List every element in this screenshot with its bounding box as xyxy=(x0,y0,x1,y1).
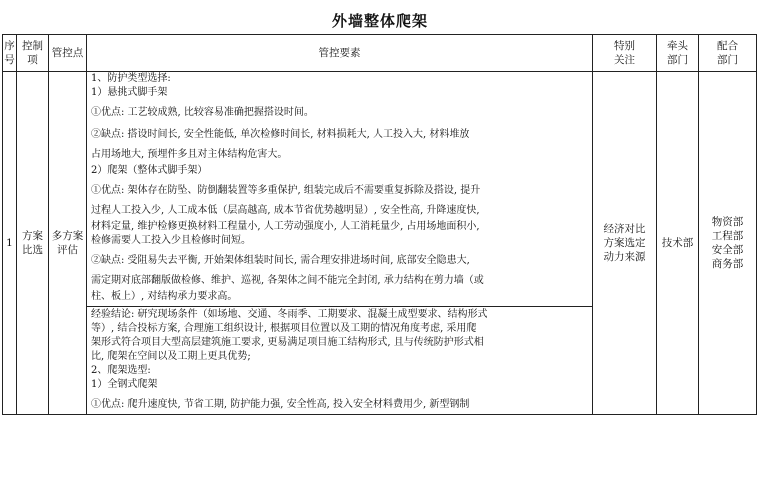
req-line: 等）, 结合投标方案, 合理施工组织设计, 根据项目位置以及工期的情况角度考虑, 采用爬 xyxy=(91,323,477,334)
header-special-attention xyxy=(593,35,657,72)
req-line: 2、爬架选型: xyxy=(91,365,151,376)
req-line: ①优点: 爬升速度快, 节省工期, 防护能力强, 安全性高, 投入安全材料费用少, 新型钢制 xyxy=(91,399,470,410)
row-coop-department xyxy=(699,72,757,415)
header-number-line1: 序 xyxy=(4,40,15,52)
header-coop-line1: 配合 xyxy=(717,40,738,52)
table-row xyxy=(3,72,757,415)
header-control-line2: 项 xyxy=(27,54,38,66)
coop-line1: 物资部 xyxy=(711,216,744,228)
header-control-point xyxy=(49,35,87,72)
header-control-item xyxy=(17,35,49,72)
header-lead-line2: 部门 xyxy=(667,54,688,66)
req-line: 检修需要人工投入少且检修时间短。 xyxy=(91,235,251,246)
req-line: 占用场地大, 预埋件多且对主体结构危害大。 xyxy=(91,149,288,160)
header-control-elements xyxy=(87,35,593,72)
row-control-elements xyxy=(87,72,593,415)
req-line: 架形式符合项目大型高层建筑施工要求, 更易满足项目施工结构形式, 且与传统防护形式相 xyxy=(91,337,484,348)
row-control-item xyxy=(17,72,49,415)
header-control-line1: 控制 xyxy=(22,40,43,52)
req-line: 需定期对底部翻版做检修、维护、巡视, 各架体之间不能完全封闭, 承力结构在剪力墙（或 xyxy=(91,275,484,286)
control-point-line1: 多方案 xyxy=(51,230,84,242)
row-special-attention xyxy=(593,72,657,415)
header-lead-line1: 牵头 xyxy=(667,40,688,52)
header-special-line1: 特别 xyxy=(614,40,635,52)
header-row xyxy=(3,35,757,72)
req-line: 过程人工投入少, 人工成本低（层高越高, 成本节省优势越明显）, 安全性高, 升降速度快, xyxy=(91,205,480,216)
req-line: 1、防护类型选择: xyxy=(91,73,171,84)
req-line: ①优点: 工艺较成熟, 比较容易准确把握搭设时间。 xyxy=(91,107,314,118)
req-line: ②缺点: 搭设时间长, 安全性能低, 单次检修时间长, 材料损耗大, 人工投入大, 材料堆放 xyxy=(91,129,470,140)
req-line: ①优点: 架体存在防坠、防倒翻装置等多重保护, 组装完成后不需要重复拆除及搭设, 提升 xyxy=(91,185,481,196)
header-coop-department xyxy=(699,35,757,72)
req-line: 比, 爬架在空间以及工期上更具优势; xyxy=(91,351,251,362)
req-line: 1）悬挑式脚手架 xyxy=(91,87,168,98)
req-line: 1）全钢式爬架 xyxy=(91,379,158,390)
row-number: 1 xyxy=(3,72,17,415)
row-lead-department: 技术部 xyxy=(657,72,699,415)
header-point-text: 管控点 xyxy=(51,47,84,59)
req-line: ②缺点: 受阻易失去平衡, 开始架体组装时间长, 需合理安排进场时间, 底部安全隐患大, xyxy=(91,255,470,266)
header-elements-text: 管控要素 xyxy=(318,47,361,59)
coop-line2: 工程部 xyxy=(711,230,744,242)
control-item-line1: 方案 xyxy=(22,230,43,242)
req-line: 材料定量, 维护检修更换材料工程量小, 人工劳动强度小, 人工消耗量少, 占用场地面积小, xyxy=(91,221,480,232)
control-point-line2: 评估 xyxy=(57,244,78,256)
header-special-line2: 关注 xyxy=(614,54,635,66)
control-table xyxy=(2,34,757,415)
header-lead-department xyxy=(657,35,699,72)
header-coop-line2: 部门 xyxy=(717,54,738,66)
special-line1: 经济对比 xyxy=(603,223,646,235)
special-line2: 方案选定 xyxy=(603,237,646,249)
req-line: 2）爬架（整体式脚手架） xyxy=(91,165,208,176)
header-number-line2: 号 xyxy=(4,54,15,66)
coop-line3: 安全部 xyxy=(711,244,744,256)
req-line: 柱、板上）, 对结构承力要求高。 xyxy=(91,291,238,302)
page-title: 外墙整体爬架 xyxy=(331,12,428,30)
req-line: 经验结论: 研究现场条件（如场地、交通、冬雨季、工期要求、混凝土成型要求、结构形式 xyxy=(91,309,488,320)
header-number xyxy=(3,35,17,72)
row-control-point xyxy=(49,72,87,415)
special-line3: 动力来源 xyxy=(603,251,646,263)
control-item-line2: 比选 xyxy=(22,244,43,256)
coop-line4: 商务部 xyxy=(711,258,744,270)
